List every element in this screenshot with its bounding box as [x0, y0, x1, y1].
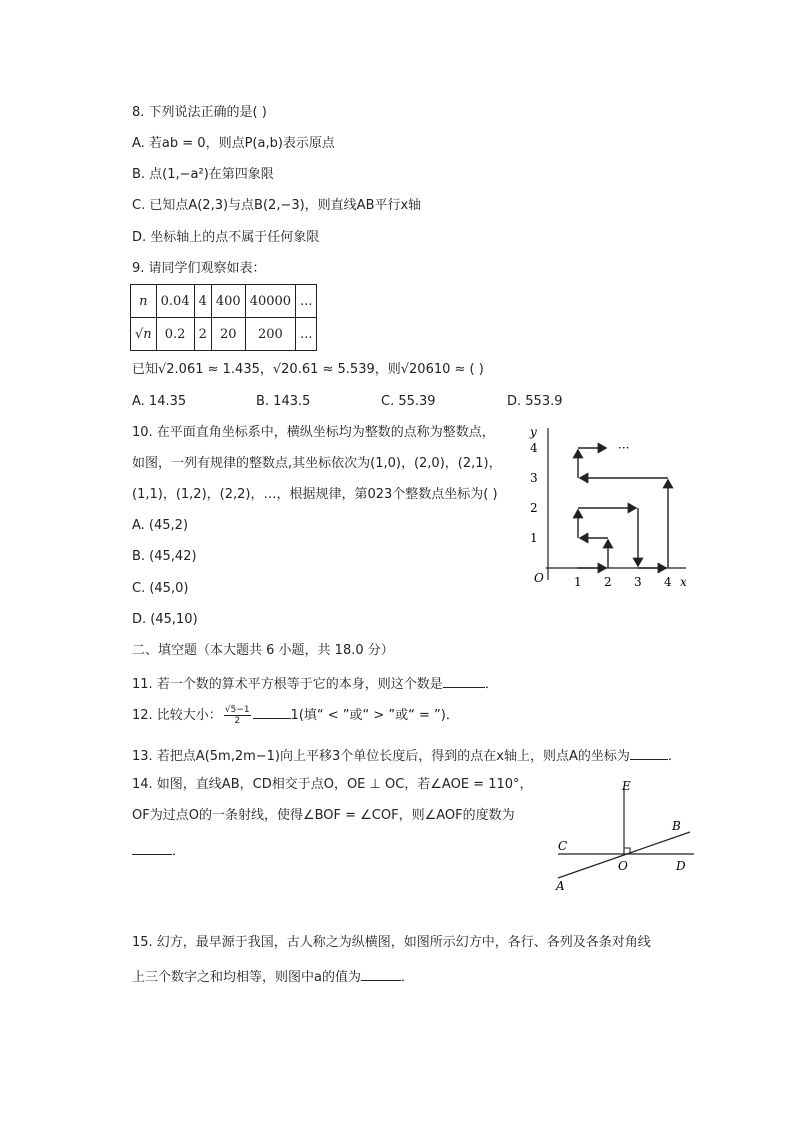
q10-line1: 10. 在平面直角坐标系中，横纵坐标均为整数的点称为整数点， [132, 425, 495, 440]
q15-text: 上三个数字之和均相等，则图中a的值为 [132, 970, 361, 985]
q9-option-b: B. 143.5 [256, 394, 311, 409]
y-tick-4: 4 [530, 441, 538, 455]
q10-option-d: D. (45,10) [132, 612, 198, 627]
q9-option-d: D. 553.9 [507, 394, 563, 409]
y-axis-label: y [530, 425, 537, 439]
q12-frac-denominator: 2 [234, 716, 241, 726]
q12-post: 1(填“ < ”或“ > ”或“ = ”)． [290, 708, 459, 723]
q10-line2: 如图，一列有规律的整数点,其坐标依次为(1,0)，(2,0)，(2,1)， [132, 456, 502, 471]
table-cell: 2 [194, 318, 211, 351]
q8-stem: 8. 下列说法正确的是( ) [132, 105, 267, 120]
x-axis-label: x [680, 575, 687, 589]
q10-option-b: B. (45,42) [132, 549, 197, 564]
q9-table-row [131, 318, 317, 351]
q12 [132, 704, 459, 726]
table-cell: √n [131, 318, 157, 351]
q15-end: ． [400, 970, 414, 985]
label-e: E [622, 779, 631, 793]
q8-option-a: A. 若ab = 0，则点P(a,b)表示原点 [132, 136, 335, 151]
q11-answer-blank [443, 673, 485, 688]
q14-line1: 14. 如图，直线AB，CD相交于点O，OE ⊥ OC，若∠AOE = 110°， [132, 777, 533, 792]
q15-line2 [132, 966, 414, 987]
x-tick-3: 3 [634, 575, 642, 589]
table-cell: 0.2 [156, 318, 194, 351]
q9-known: 已知√2.061 ≈ 1.435，√20.61 ≈ 5.539，则√20610 ≈ ( ) [132, 362, 484, 377]
q9-stem: 9. 请同学们观察如表： [132, 261, 266, 276]
label-b: B [672, 819, 681, 833]
table-cell: 20 [211, 318, 245, 351]
q15-answer-blank [361, 966, 401, 981]
table-cell: 4 [194, 285, 211, 318]
q13-answer-blank [630, 745, 668, 760]
y-tick-1: 1 [530, 531, 538, 545]
q10-lattice-path-figure [526, 420, 696, 592]
q8-option-b: B. 点(1,−a²)在第四象限 [132, 167, 274, 182]
q14-end: ． [172, 844, 186, 859]
q13-end: ． [667, 749, 681, 764]
q9-table [130, 284, 317, 351]
path-ellipsis: ··· [618, 441, 630, 455]
q10-option-c: C. (45,0) [132, 581, 189, 596]
y-tick-2: 2 [530, 501, 538, 515]
q11-end: ． [484, 677, 498, 692]
q14-answer-blank [132, 840, 172, 855]
q11-text: 11. 若一个数的算术平方根等于它的本身，则这个数是 [132, 677, 443, 692]
table-cell: ... [296, 285, 317, 318]
q14-line3 [132, 840, 185, 861]
table-cell: ... [296, 318, 317, 351]
q10-line3: (1,1)，(1,2)，(2,2)，…，根据规律，第023个整数点坐标为( ) [132, 487, 498, 502]
q11 [132, 673, 498, 694]
q15-line1: 15. 幻方，最早源于我国，古人称之为纵横图，如图所示幻方中，各行、各列及各条对角线 [132, 935, 651, 950]
q8-option-c: C. 已知点A(2,3)与点B(2,−3)，则直线AB平行x轴 [132, 198, 422, 213]
q14-intersecting-lines-figure [552, 776, 702, 896]
q9-option-a: A. 14.35 [132, 394, 187, 409]
q12-answer-blank [253, 704, 291, 719]
table-cell: n [131, 285, 157, 318]
q14-line2: OF为过点O的一条射线，使得∠BOF = ∠COF，则∠AOF的度数为 [132, 808, 515, 823]
section-2-heading: 二、填空题（本大题共 6 小题，共 18.0 分） [132, 643, 394, 658]
label-d: D [676, 859, 686, 873]
q8-option-d: D. 坐标轴上的点不属于任何象限 [132, 230, 320, 245]
q13 [132, 745, 681, 766]
q12-pre: 12. 比较大小： [132, 708, 222, 723]
x-tick-1: 1 [574, 575, 582, 589]
x-tick-4: 4 [664, 575, 672, 589]
y-tick-3: 3 [530, 471, 538, 485]
q13-text: 13. 若把点A(5m,2m−1)向上平移3个单位长度后，得到的点在x轴上，则点A的坐标为 [132, 749, 630, 764]
table-cell: 0.04 [156, 285, 194, 318]
table-cell: 200 [245, 318, 295, 351]
label-a: A [556, 879, 565, 893]
table-cell: 400 [211, 285, 245, 318]
q9-option-c: C. 55.39 [381, 394, 436, 409]
table-cell: 40000 [245, 285, 295, 318]
label-o: O [618, 859, 628, 873]
q10-option-a: A. (45,2) [132, 518, 189, 533]
q12-frac-numerator: √5−1 [224, 705, 250, 715]
label-c: C [558, 839, 568, 853]
q9-table-row [131, 285, 317, 318]
q12-fraction [224, 705, 251, 726]
origin-label: O [534, 571, 544, 585]
x-tick-2: 2 [604, 575, 612, 589]
